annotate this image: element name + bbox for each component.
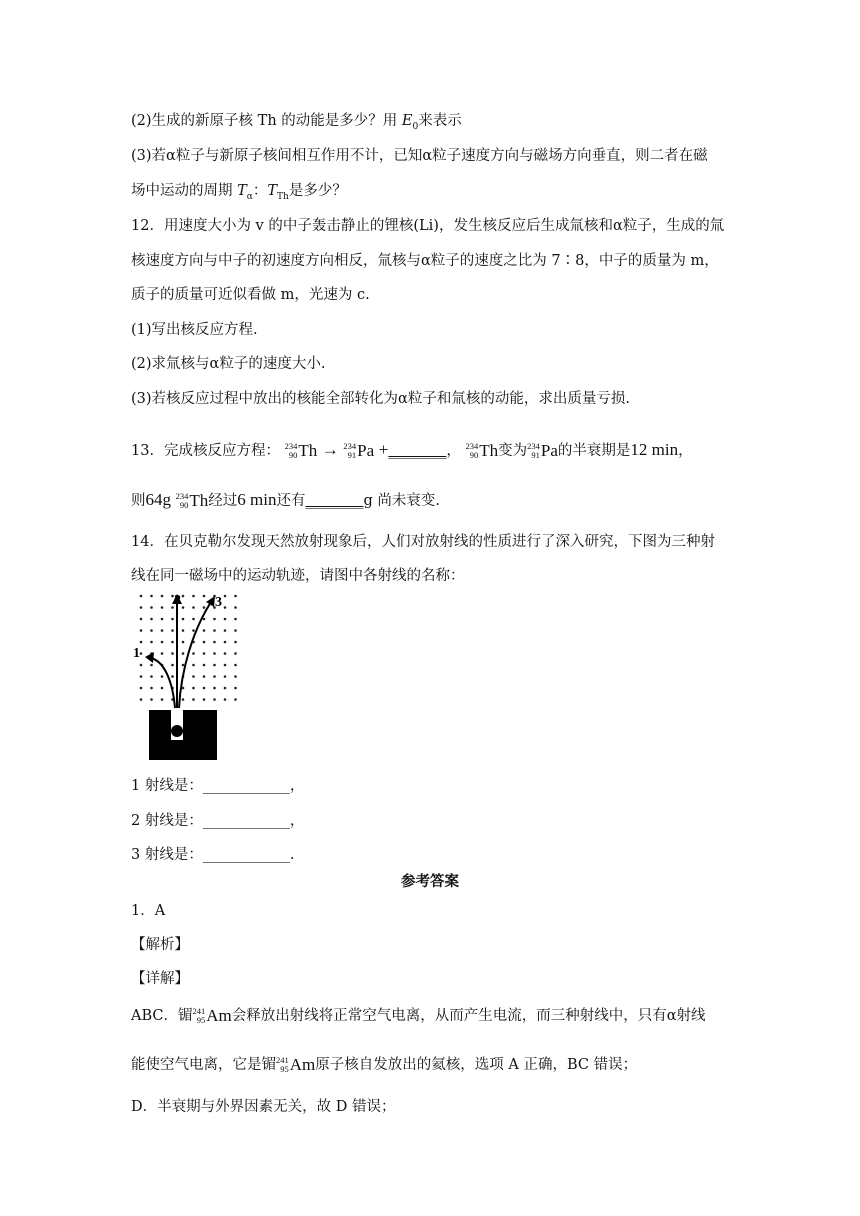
field-dot [234,618,237,621]
field-dot [234,698,237,701]
field-dot [234,664,237,667]
field-dot [182,664,185,667]
field-dot [203,652,206,655]
field-dot [192,698,195,701]
field-dot [171,652,174,655]
field-dot [224,641,227,644]
field-dot [182,698,185,701]
field-dot [182,652,185,655]
field-dot [150,698,153,701]
field-dot [203,687,206,690]
field-dot [140,641,143,644]
field-dot [234,606,237,609]
field-dot [140,698,143,701]
field-dot [140,687,143,690]
detail-heading: 【详解】 [131,971,189,987]
protactinium-nuclide: 234 91 Pa [343,441,375,460]
field-dot [192,629,195,632]
field-dot [150,618,153,621]
field-dot [182,618,185,621]
field-dot [161,629,164,632]
field-dot [182,606,185,609]
q14-answer-2: 2 射线是：____________， [131,813,305,829]
field-dot [213,629,216,632]
field-dot [213,687,216,690]
field-dot [150,664,153,667]
field-dot [140,618,143,621]
ray-label-3: 3 [215,595,222,610]
field-dot [203,618,206,621]
field-dot [213,664,216,667]
field-dot [192,606,195,609]
q12-sub1: (1)写出核反应方程. [131,322,258,338]
field-dot [224,595,227,598]
field-dot [161,606,164,609]
field-dot [213,652,216,655]
field-dot [182,641,185,644]
field-dot [150,595,153,598]
field-dot [140,595,143,598]
field-dot [182,629,185,632]
field-dot [213,641,216,644]
americium-nuclide: 241 95 Am [192,1006,232,1025]
field-dot [140,606,143,609]
q11-part3-line2: 场中运动的周期 $T_\alpha$：$T_{Th}$是多少？ [131,183,347,202]
ray-label-2: 2 [174,593,181,608]
q11-part3-line1: (3)若α粒子与新原子核间相互作用不计，已知α粒子速度方向与磁场方向垂直，则二者在磁 [131,148,708,164]
field-dot [203,595,206,598]
field-dot [140,652,143,655]
field-dot [161,687,164,690]
answer-abc-line2: 能使空气电离，它是镅 241 95 Am 原子核自发放出的氦核，选项 A 正确，BC 错误； [131,1055,638,1074]
ray-label-1: 1 [133,646,140,661]
answer-blank: ________ [388,443,447,459]
field-dot [171,664,174,667]
q12-line3: 质子的质量可近似看做 m，光速为 c. [131,287,370,303]
field-dot [161,595,164,598]
field-dot [192,595,195,598]
field-dot [192,664,195,667]
field-dot [150,687,153,690]
ray-3-track [179,602,211,708]
field-dot [213,698,216,701]
thorium-nuclide: 234 90 Th [175,491,209,510]
thorium-nuclide: 234 90 Th [284,441,318,460]
field-dot [234,675,237,678]
radiation-source [171,725,183,737]
field-dot [161,618,164,621]
field-dot [150,606,153,609]
field-dot [203,641,206,644]
analysis-heading: 【解析】 [131,937,189,953]
q12-sub3: (3)若核反应过程中放出的核能全部转化为α粒子和氚核的动能，求出质量亏损. [131,391,630,407]
field-dot [192,675,195,678]
field-dot [161,641,164,644]
field-dot [224,652,227,655]
field-dot [224,664,227,667]
field-dot [161,652,164,655]
field-dot [213,618,216,621]
q13-line2: 则64g 234 90 Th 经过6 min还有________g 尚未衰变. [131,490,440,510]
field-dot [182,687,185,690]
answer-1: 1．A [131,903,166,919]
field-dot [182,595,185,598]
field-dot [224,618,227,621]
field-dot [140,629,143,632]
q13-line1: 13．完成核反应方程： 234 90 Th → 234 91 Pa +________， 234 90 Th 变为 234 91 Pa 的半衰期是12 min， [131,440,693,460]
field-dot [150,629,153,632]
protactinium-nuclide: 234 91 Pa [527,441,558,460]
field-dot [234,595,237,598]
field-dot [140,664,143,667]
magnetic-field-dots [140,595,237,701]
field-dot [234,629,237,632]
field-dot [224,675,227,678]
field-dot [213,675,216,678]
field-dot [234,652,237,655]
answer-abc-line1: ABC．镅 241 95 Am 会释放出射线将正常空气电离，从而产生电流，而三种射线中，只有α射线 [131,1006,706,1025]
field-dot [171,675,174,678]
thorium-nuclide: 234 90 Th [465,441,499,460]
field-dot [192,687,195,690]
field-dot [161,698,164,701]
field-dot [150,641,153,644]
field-dot [224,606,227,609]
field-dot [203,606,206,609]
field-dot [192,618,195,621]
q12-sub2: (2)求氚核与α粒子的速度大小. [131,356,326,372]
field-dot [203,664,206,667]
field-dot [203,698,206,701]
q14-answer-3: 3 射线是：____________. [131,847,295,863]
field-dot [203,675,206,678]
field-dot [161,675,164,678]
q14-line2: 线在同一磁场中的运动轨迹，请图中各射线的名称： [131,568,465,584]
field-dot [234,687,237,690]
q14-answer-1: 1 射线是：____________， [131,778,305,794]
field-dot [224,629,227,632]
field-dot [171,618,174,621]
radiation-tracks-figure [131,590,221,760]
answer-d: D．半衰期与外界因素无关，故 D 错误； [131,1099,396,1115]
americium-nuclide: 241 95 Am [276,1055,316,1074]
field-dot [140,675,143,678]
field-dot [192,652,195,655]
q12-line1: 12．用速度大小为 v 的中子轰击静止的锂核(Li)，发生核反应后生成氚核和α粒子，生成的氚 [131,218,725,234]
q12-line2: 核速度方向与中子的初速度方向相反，氚核与α粒子的速度之比为 7∶8，中子的质量为 m， [131,253,719,269]
field-dot [171,641,174,644]
field-dot [203,629,206,632]
field-dot [150,675,153,678]
field-dot [171,629,174,632]
answer-blank: ________ [305,493,364,509]
field-dot [224,687,227,690]
q14-line1: 14．在贝克勒尔发现天然放射现象后，人们对放射线的性质进行了深入研究，下图为三种射 [131,534,715,550]
answers-title: 参考答案 [401,873,459,890]
q11-part2: (2)生成的新原子核 Th 的动能是多少？用 $E_0$来表示 [131,113,462,132]
field-dot [224,698,227,701]
field-dot [234,641,237,644]
